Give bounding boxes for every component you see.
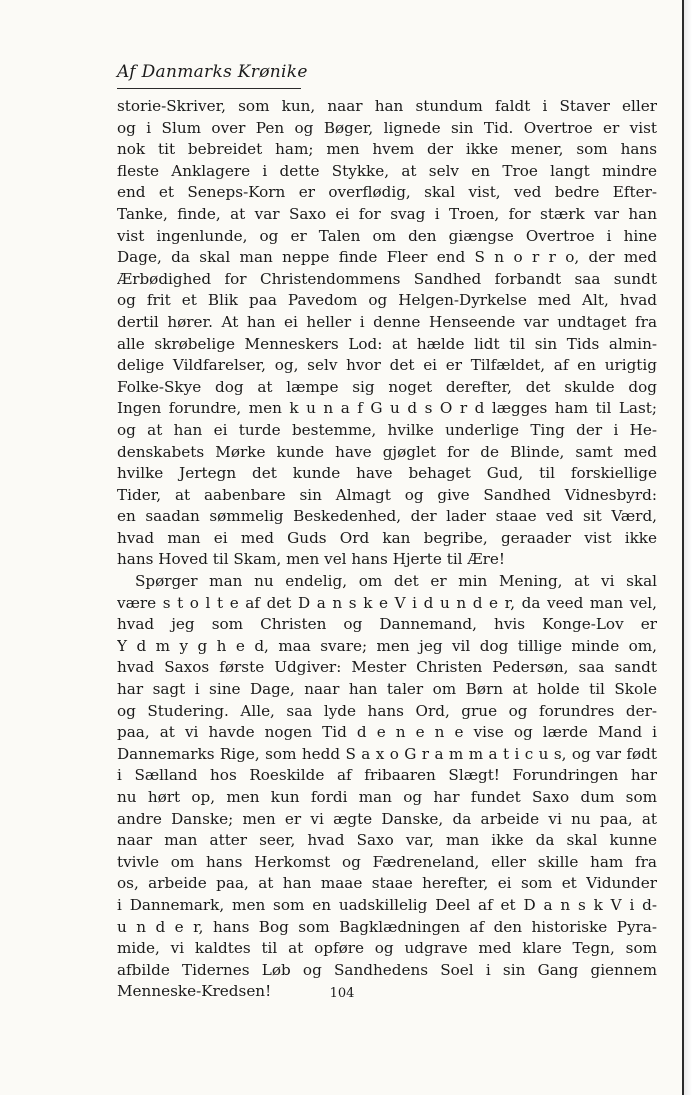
text-line: hvilke Jertegn det kunde have behaget Gud, til forskiellige <box>117 464 657 483</box>
text-line: hans Hoved til Skam, men vel hans Hjerte til Ære! <box>117 550 505 569</box>
text-line: Ærbødighed for Christendommens Sandhed forbandt saa sundt <box>117 269 657 288</box>
text-line: dertil hører. At han ei heller i denne Henseende var undtaget fra <box>117 312 657 331</box>
text-line: os, arbeide paa, at han maae staae herefter, ei som et Vidunder <box>117 874 657 893</box>
text-line: og at han ei turde bestemme, hvilke underlige Ting der i He- <box>117 420 657 439</box>
text-line: Folke-Skye dog at læmpe sig noget derefter, det skulde dog <box>117 377 657 396</box>
page-edge <box>684 0 692 1095</box>
text-line: være s t o l t e af det D a n s k e V i d u n d e r, da veed man vel, <box>117 593 657 612</box>
text-line: afbilde Tidernes Løb og Sandhedens Soel i sin Gang giennem <box>117 960 657 979</box>
text-line: hvad jeg som Christen og Dannemand, hvis Konge-Lov er <box>117 615 657 634</box>
text-line: alle skrøbelige Menneskers Lod: at hælde lidt til sin Tids almin- <box>117 334 657 353</box>
text-line: hvad man ei med Guds Ord kan begribe, geraader vist ikke <box>117 528 657 547</box>
text-line: Tanke, finde, at var Saxo ei for svag i Troen, for stærk var han <box>117 204 657 223</box>
page-number: 104 <box>329 986 355 1001</box>
body-text <box>117 96 657 1003</box>
text-line: mide, vi kaldtes til at opføre og udgrave med klare Tegn, som <box>117 939 657 958</box>
text-line: nu hørt op, men kun fordi man og har fundet Saxo dum som <box>117 788 657 806</box>
text-line: tvivle om hans Herkomst og Fædreneland, eller skille ham fra <box>117 852 657 871</box>
text-line: vist ingenlunde, og er Talen om den giængse Overtroe i hine <box>117 226 657 245</box>
text-line: nok tit bebreidet ham; men hvem der ikke mener, som hans <box>117 140 657 159</box>
text-line: paa, at vi havde nogen Tid d e n e n e vise og lærde Mand i <box>117 723 657 742</box>
text-line: og i Slum over Pen og Bøger, lignede sin Tid. Overtroe er vist <box>117 118 657 137</box>
paragraph-2 <box>117 571 657 1003</box>
text-line: og frit et Blik paa Pavedom og Helgen-Dyrkelse med Alt, hvad <box>117 291 657 310</box>
text-line: Tider, at aabenbare sin Almagt og give Sandhed Vidnesbyrd: <box>117 485 657 504</box>
text-line: andre Danske; men er vi ægte Danske, da arbeide vi nu paa, at <box>117 809 657 828</box>
text-line: denskabets Mørke kunde have gjøglet for de Blinde, samt med <box>117 442 657 461</box>
text-line: storie-Skriver, som kun, naar han stundum faldt i Staver eller <box>117 97 657 115</box>
text-line: i Dannemark, men som en uadskillelig Deel af et D a n s k V i d- <box>117 895 657 914</box>
text-line: i Sælland hos Roeskilde af fribaaren Slægt! Forundringen har <box>117 766 657 785</box>
text-line: Dannemarks Rige, som hedd S a x o G r a m m a t i c u s, og var født <box>117 744 657 763</box>
text-line: Spørger man nu endelig, om det er min Mening, at vi skal <box>135 572 657 591</box>
header-rule <box>117 88 301 89</box>
running-title: Af Danmarks Krønike <box>117 62 308 82</box>
text-line: Dage, da skal man neppe finde Fleer end S n o r r o, der med <box>117 248 657 267</box>
text-line: end et Seneps-Korn er overflødig, skal vist, ved bedre Efter- <box>117 183 657 202</box>
text-line: delige Vildfarelser, og, selv hvor det ei er Tilfældet, af en urigtig <box>117 356 657 375</box>
text-line: naar man atter seer, hvad Saxo var, man ikke da skal kunne <box>117 831 657 850</box>
text-line: og Studering. Alle, saa lyde hans Ord, grue og forundres der- <box>117 701 657 720</box>
text-line: hvad Saxos første Udgiver: Mester Christen Pedersøn, saa sandt <box>117 658 657 677</box>
text-line: Menneske-Kredsen! <box>117 982 272 1001</box>
text-line: Y d m y g h e d, maa svare; men jeg vil dog tillige minde om, <box>117 636 657 655</box>
text-line: fleste Anklagere i dette Stykke, at selv en Troe langt mindre <box>117 161 657 180</box>
text-line: har sagt i sine Dage, naar han taler om Børn at holde til Skole <box>117 680 657 699</box>
text-line: u n d e r, hans Bog som Bagklædningen af den historiske Pyra- <box>117 917 657 936</box>
text-line: Ingen forundre, men k u n a f G u d s O r d lægges ham til Last; <box>117 399 657 418</box>
paragraph-1 <box>117 96 657 571</box>
text-line: en saadan sømmelig Beskedenhed, der lader staae ved sit Værd, <box>117 507 657 526</box>
